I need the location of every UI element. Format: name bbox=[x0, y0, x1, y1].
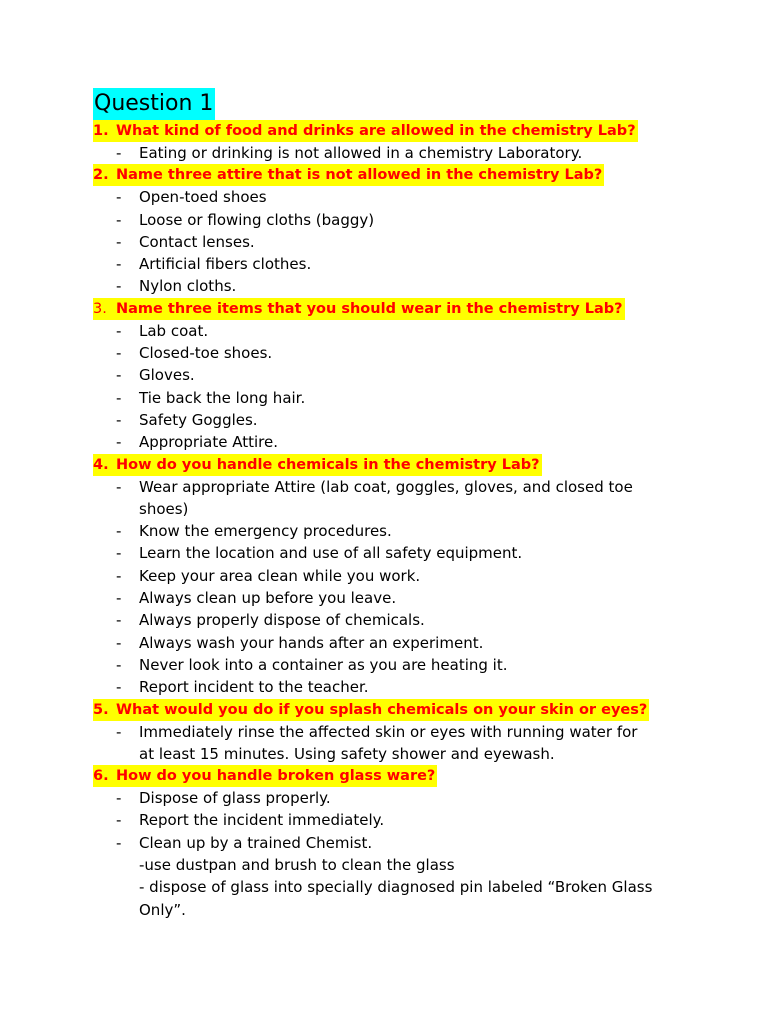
answer-item bbox=[93, 676, 693, 698]
dash-bullet: - bbox=[116, 433, 122, 452]
answer-item bbox=[93, 431, 693, 453]
answer-item bbox=[93, 542, 693, 564]
question-highlight bbox=[93, 765, 437, 787]
question-text: Name three attire that is not allowed in the chemistry Lab? bbox=[116, 167, 603, 184]
question-number: 4. bbox=[93, 456, 109, 473]
answer-item bbox=[93, 142, 693, 164]
dash-bullet: - bbox=[116, 144, 122, 162]
answer-item bbox=[93, 787, 693, 809]
dash-bullet: - bbox=[116, 611, 122, 630]
answer-line: Always wash your hands after an experiment. bbox=[139, 633, 484, 652]
answer-item bbox=[93, 209, 693, 231]
answer-line: at least 15 minutes. Using safety shower and eyewash. bbox=[139, 744, 555, 763]
answer-item bbox=[93, 832, 693, 854]
question-heading bbox=[93, 120, 693, 142]
answer-item bbox=[93, 409, 693, 431]
answer-item bbox=[93, 342, 693, 364]
dash-bullet: - bbox=[116, 366, 122, 385]
answer-line: shoes) bbox=[139, 499, 189, 518]
question-heading bbox=[93, 699, 693, 721]
sub-note-line: Only”. bbox=[139, 900, 186, 919]
question-list bbox=[93, 120, 693, 921]
question-highlight bbox=[93, 454, 542, 476]
answer-line: Safety Goggles. bbox=[139, 410, 258, 429]
question-highlight bbox=[93, 699, 649, 721]
answer-item bbox=[93, 275, 693, 297]
question-highlight bbox=[93, 120, 638, 142]
answer-line: Always clean up before you leave. bbox=[139, 589, 397, 608]
question-number: 2. bbox=[93, 167, 109, 184]
question-heading bbox=[93, 765, 693, 787]
answer-item bbox=[93, 721, 693, 766]
dash-bullet: - bbox=[116, 255, 122, 274]
answer-item bbox=[93, 231, 693, 253]
dash-bullet: - bbox=[116, 566, 122, 585]
answer-line: Know the emergency procedures. bbox=[139, 522, 392, 541]
question-heading bbox=[93, 164, 693, 186]
dash-bullet: - bbox=[116, 321, 122, 340]
answer-item bbox=[93, 387, 693, 409]
dash-bullet: - bbox=[116, 410, 122, 429]
dash-bullet: - bbox=[116, 811, 122, 830]
answer-line: Loose or flowing cloths (baggy) bbox=[139, 210, 375, 229]
dash-bullet: - bbox=[116, 633, 122, 652]
answer-line: Keep your area clean while you work. bbox=[139, 566, 421, 585]
question-text: What would you do if you splash chemicals on your skin or eyes? bbox=[116, 701, 648, 718]
dash-bullet: - bbox=[116, 544, 122, 563]
answer-item bbox=[93, 320, 693, 342]
question-highlight bbox=[93, 298, 625, 320]
dash-bullet: - bbox=[116, 589, 122, 608]
dash-bullet: - bbox=[116, 232, 122, 251]
answer-line: Appropriate Attire. bbox=[139, 433, 279, 452]
answer-line: Contact lenses. bbox=[139, 232, 255, 251]
dash-bullet: - bbox=[116, 833, 122, 852]
question-text: What kind of food and drinks are allowed in the chemistry Lab? bbox=[116, 123, 636, 139]
dash-bullet: - bbox=[116, 388, 122, 407]
question-heading bbox=[93, 298, 693, 320]
answer-line: Report incident to the teacher. bbox=[139, 678, 369, 697]
answer-line: Learn the location and use of all safety equipment. bbox=[139, 544, 523, 563]
dash-bullet: - bbox=[116, 477, 122, 496]
answer-item bbox=[93, 476, 693, 521]
question-number: 6. bbox=[93, 768, 109, 785]
answer-item bbox=[93, 565, 693, 587]
dash-bullet: - bbox=[116, 789, 122, 808]
answer-item bbox=[93, 654, 693, 676]
answer-line: Lab coat. bbox=[139, 321, 209, 340]
answer-line: Tie back the long hair. bbox=[139, 388, 306, 407]
answer-item bbox=[93, 520, 693, 542]
question-number: 5. bbox=[93, 701, 109, 718]
question-text: How do you handle broken glass ware? bbox=[116, 768, 436, 785]
answer-item bbox=[93, 809, 693, 831]
answer-line: Wear appropriate Attire (lab coat, goggles, gloves, and closed toe bbox=[139, 477, 633, 496]
answer-item bbox=[93, 186, 693, 208]
document-title: Question 1 bbox=[93, 88, 215, 120]
question-heading bbox=[93, 454, 693, 476]
dash-bullet: - bbox=[116, 522, 122, 541]
answer-line: Always properly dispose of chemicals. bbox=[139, 611, 425, 630]
answer-line: Dispose of glass properly. bbox=[139, 789, 331, 808]
dash-bullet: - bbox=[116, 188, 122, 207]
answer-item bbox=[93, 632, 693, 654]
sub-note-line: - dispose of glass into specially diagnosed pin labeled “Broken Glass bbox=[139, 878, 653, 897]
dash-bullet: - bbox=[116, 678, 122, 697]
question-text: How do you handle chemicals in the chemistry Lab? bbox=[116, 456, 540, 473]
question-number: 3. bbox=[93, 300, 107, 317]
answer-line: Clean up by a trained Chemist. bbox=[139, 833, 373, 852]
answer-line: Gloves. bbox=[139, 366, 195, 385]
answer-item bbox=[93, 364, 693, 386]
dash-bullet: - bbox=[116, 344, 122, 363]
answer-line: Open-toed shoes bbox=[139, 188, 267, 207]
dash-bullet: - bbox=[116, 722, 122, 741]
answer-line: Nylon cloths. bbox=[139, 277, 237, 296]
sub-note-line: -use dustpan and brush to clean the glass bbox=[139, 856, 455, 875]
answer-item bbox=[93, 253, 693, 275]
answer-line: Report the incident immediately. bbox=[139, 811, 385, 830]
question-text: Name three items that you should wear in the chemistry Lab? bbox=[116, 300, 623, 317]
answer-line: Never look into a container as you are heating it. bbox=[139, 655, 508, 674]
answer-line: Closed-toe shoes. bbox=[139, 344, 273, 363]
answer-item bbox=[93, 609, 693, 631]
answer-line: Eating or drinking is not allowed in a chemistry Laboratory. bbox=[139, 144, 583, 162]
answer-item bbox=[93, 587, 693, 609]
dash-bullet: - bbox=[116, 655, 122, 674]
question-highlight bbox=[93, 164, 604, 186]
dash-bullet: - bbox=[116, 210, 122, 229]
answer-line: Artificial fibers clothes. bbox=[139, 255, 312, 274]
answer-line: Immediately rinse the affected skin or eyes with running water for bbox=[139, 722, 638, 741]
dash-bullet: - bbox=[116, 277, 122, 296]
question-number: 1. bbox=[93, 123, 109, 139]
